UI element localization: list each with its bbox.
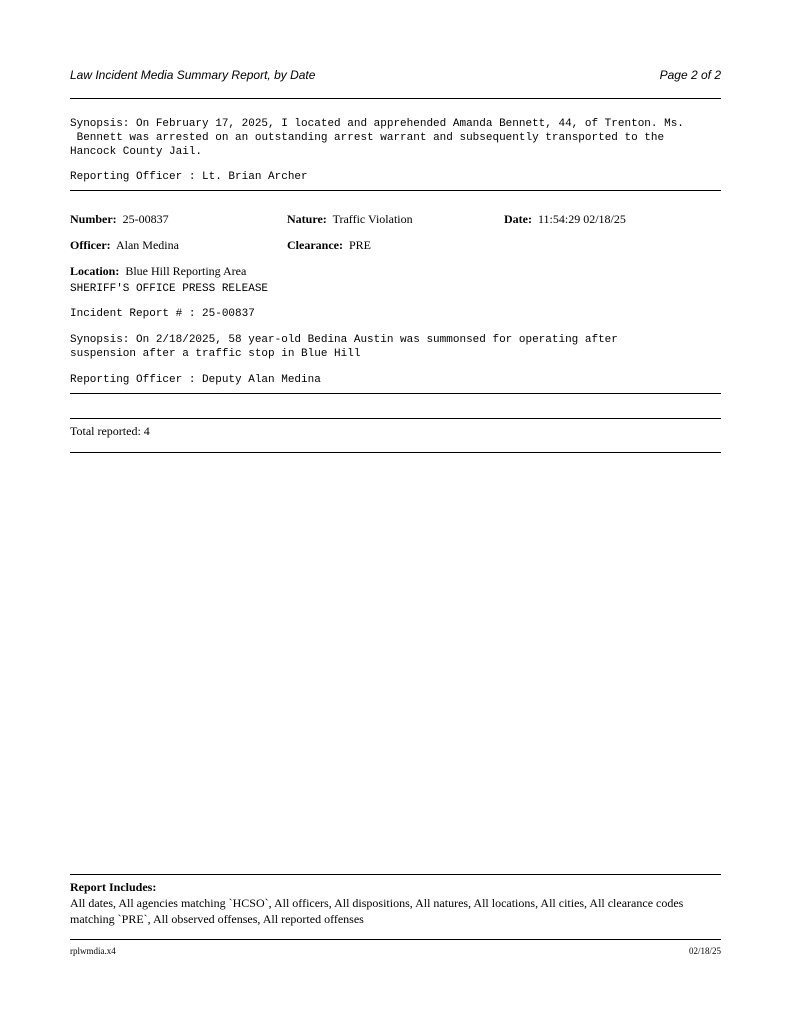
includes-top-divider — [70, 874, 721, 875]
incident-date-value: 11:54:29 02/18/25 — [537, 212, 626, 226]
incident-end-divider — [70, 393, 721, 394]
incident-nature — [287, 212, 413, 227]
incident-number-label: Number: — [70, 212, 117, 226]
prior-incident-reporting-officer: Reporting Officer : Lt. Brian Archer — [70, 171, 308, 183]
incident-number-value: 25-00837 — [122, 212, 169, 226]
print-date: 02/18/25 — [688, 946, 721, 956]
summary-top-divider — [70, 418, 721, 419]
incident-officer — [70, 238, 179, 253]
total-reported: Total reported: 4 — [70, 424, 150, 438]
incident-number — [70, 212, 169, 227]
prior-incident-synopsis: Synopsis: On February 17, 2025, I located and apprehended Amanda Bennett, 44, of Trenton. Ms. Bennett was arrested on an outstanding arrest warrant and subsequently transported to the Hancock County Jail. — [70, 118, 684, 158]
incident-report-number: Incident Report # : 25-00837 — [70, 308, 255, 320]
footer-divider — [70, 939, 721, 940]
incident-officer-label: Officer: — [70, 238, 111, 252]
incident-clearance-label: Clearance: — [287, 238, 343, 252]
page-number: Page 2 of 2 — [659, 68, 721, 82]
incident-location — [70, 264, 246, 279]
incident-divider — [70, 190, 721, 191]
header-divider — [70, 98, 721, 99]
incident-date — [504, 212, 626, 227]
incident-clearance-value: PRE — [348, 238, 371, 252]
report-title: Law Incident Media Summary Report, by Date — [70, 68, 316, 82]
report-includes-text: All dates, All agencies matching `HCSO`, All officers, All dispositions, All natures, All locations, All cities, All clearance codes matching `PRE`, All observed offenses, All reported offenses — [70, 896, 684, 926]
incident-reporting-officer: Reporting Officer : Deputy Alan Medina — [70, 374, 321, 386]
incident-officer-value: Alan Medina — [115, 238, 179, 252]
report-code: rplwmdia.x4 — [70, 946, 116, 956]
report-includes-title: Report Includes: — [70, 880, 157, 894]
incident-synopsis: Synopsis: On 2/18/2025, 58 year-old Bedina Austin was summonsed for operating after suspension after a traffic stop in Blue Hill — [70, 334, 618, 360]
incident-nature-value: Traffic Violation — [332, 212, 413, 226]
press-release-heading: SHERIFF'S OFFICE PRESS RELEASE — [70, 283, 269, 295]
summary-bottom-divider — [70, 452, 721, 453]
incident-location-value: Blue Hill Reporting Area — [125, 264, 247, 278]
incident-nature-label: Nature: — [287, 212, 327, 226]
incident-date-label: Date: — [504, 212, 532, 226]
incident-location-label: Location: — [70, 264, 120, 278]
incident-clearance — [287, 238, 371, 253]
